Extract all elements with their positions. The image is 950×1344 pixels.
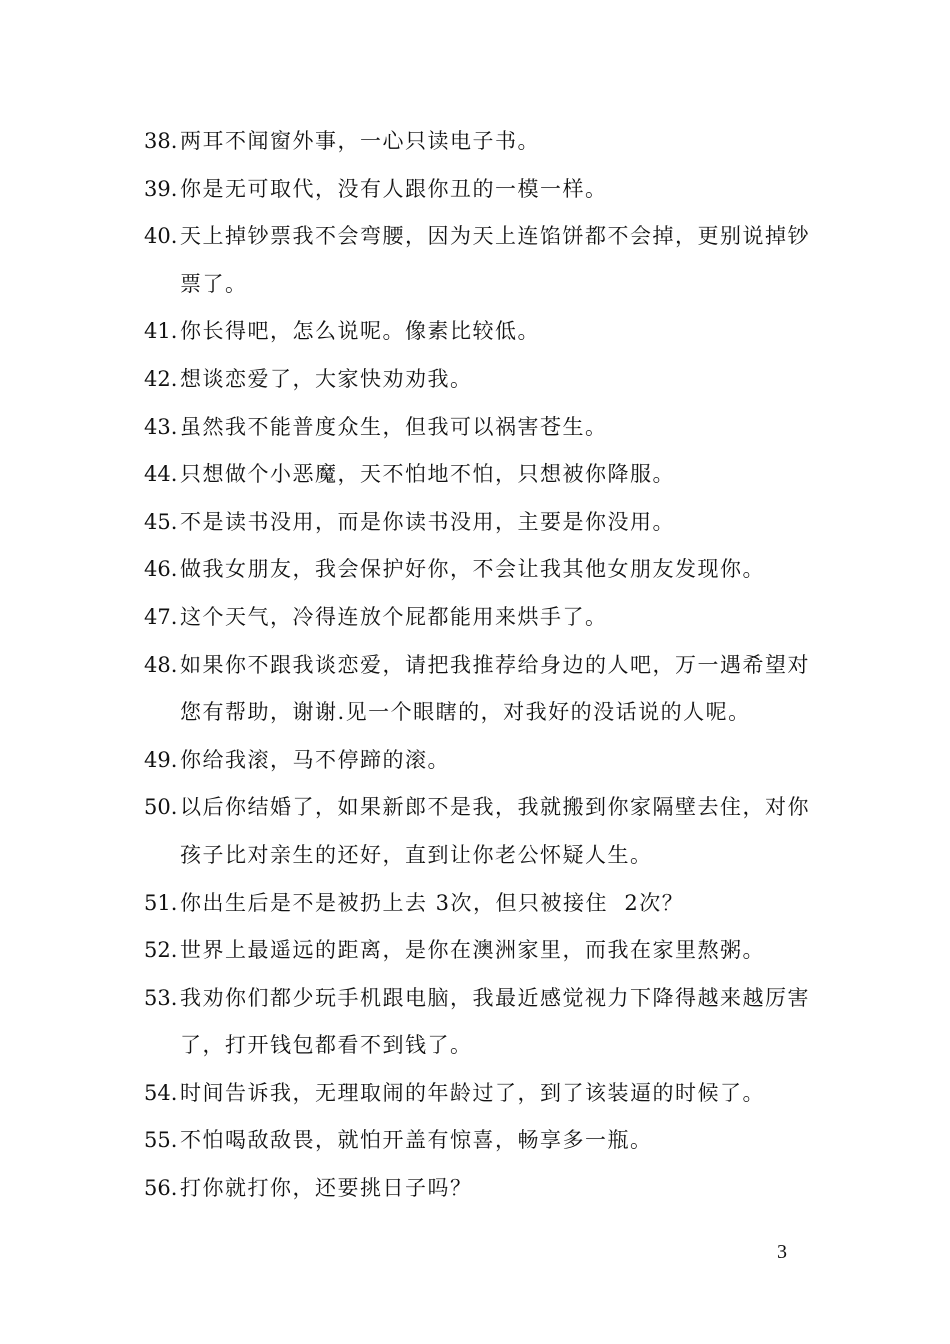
item-number: 47. [144,604,178,629]
list-item [144,1165,824,1213]
item-text: 我劝你们都少玩手机跟电脑，我最近感觉视力下降得越来越厉害了，打开钱包都看不到钱了。 [180,985,810,1058]
item-number: 39. [144,176,178,201]
item-number: 53. [144,985,178,1010]
item-text: 时间告诉我，无理取闹的年龄过了，到了该装逼的时候了。 [180,1080,765,1105]
list-item [144,927,824,975]
list-item [144,213,824,308]
list-item [144,1070,824,1118]
item-number: 52. [144,938,178,963]
joke-list [144,118,824,1213]
item-text: 如果你不跟我谈恋爱，请把我推荐给身边的人吧，万一遇希望对您有帮助，谢谢.见一个眼瞎的，对我好的没话说的人呢。 [180,652,810,725]
item-number: 41. [144,319,178,344]
list-item [144,118,824,166]
item-number: 38. [144,129,178,153]
item-text: 打你就打你，还要挑日子吗？ [180,1176,473,1201]
item-number: 40. [144,224,178,249]
item-number: 49. [144,747,178,772]
list-item [144,642,824,737]
item-number: 42. [144,366,178,391]
list-item [144,451,824,499]
item-text: 你出生后是不是被扔上去 3次，但只被接住 2次？ [180,890,685,915]
list-item [144,975,824,1070]
item-number: 48. [144,652,178,677]
item-text: 以后你结婚了，如果新郎不是我，我就搬到你家隔壁去住，对你孩子比对亲生的还好，直到让你老公怀疑人生。 [180,795,810,867]
list-item [144,356,824,404]
item-number: 45. [144,509,178,534]
item-text: 想谈恋爱了，大家快劝劝我。 [180,366,473,391]
list-item [144,166,824,214]
item-text: 不是读书没用，而是你读书没用，主要是你没用。 [180,509,675,534]
item-number: 56. [144,1176,178,1201]
list-item [144,404,824,452]
item-text: 做我女朋友，我会保护好你，不会让我其他女朋友发现你。 [180,557,765,582]
item-text: 你给我滚，马不停蹄的滚。 [180,747,450,772]
item-text: 不怕喝敌敌畏，就怕开盖有惊喜，畅享多一瓶。 [180,1128,653,1153]
list-item [144,880,824,928]
item-text: 你长得吧，怎么说呢。像素比较低。 [180,319,540,344]
list-item [144,784,824,879]
list-item [144,499,824,547]
item-number: 44. [144,462,178,487]
item-number: 51. [144,890,178,915]
item-number: 55. [144,1128,178,1153]
list-item [144,594,824,642]
page-number: 3 [777,1241,787,1263]
item-number: 43. [144,414,178,439]
item-number: 50. [144,795,178,820]
item-text: 只想做个小恶魔，天不怕地不怕，只想被你降服。 [180,462,675,487]
list-item [144,308,824,356]
item-number: 54. [144,1080,178,1105]
item-text: 虽然我不能普度众生，但我可以祸害苍生。 [180,414,608,439]
list-item [144,737,824,785]
item-number: 46. [144,557,178,582]
list-item [144,546,824,594]
item-text: 世界上最遥远的距离，是你在澳洲家里，而我在家里熬粥。 [180,938,765,963]
item-text: 你是无可取代，没有人跟你丑的一模一样。 [180,176,608,201]
list-item [144,1117,824,1165]
item-text: 两耳不闻窗外事，一心只读电子书。 [180,129,540,153]
item-text: 天上掉钞票我不会弯腰，因为天上连馅饼都不会掉，更别说掉钞票了。 [180,224,810,296]
item-text: 这个天气，冷得连放个屁都能用来烘手了。 [180,604,608,629]
